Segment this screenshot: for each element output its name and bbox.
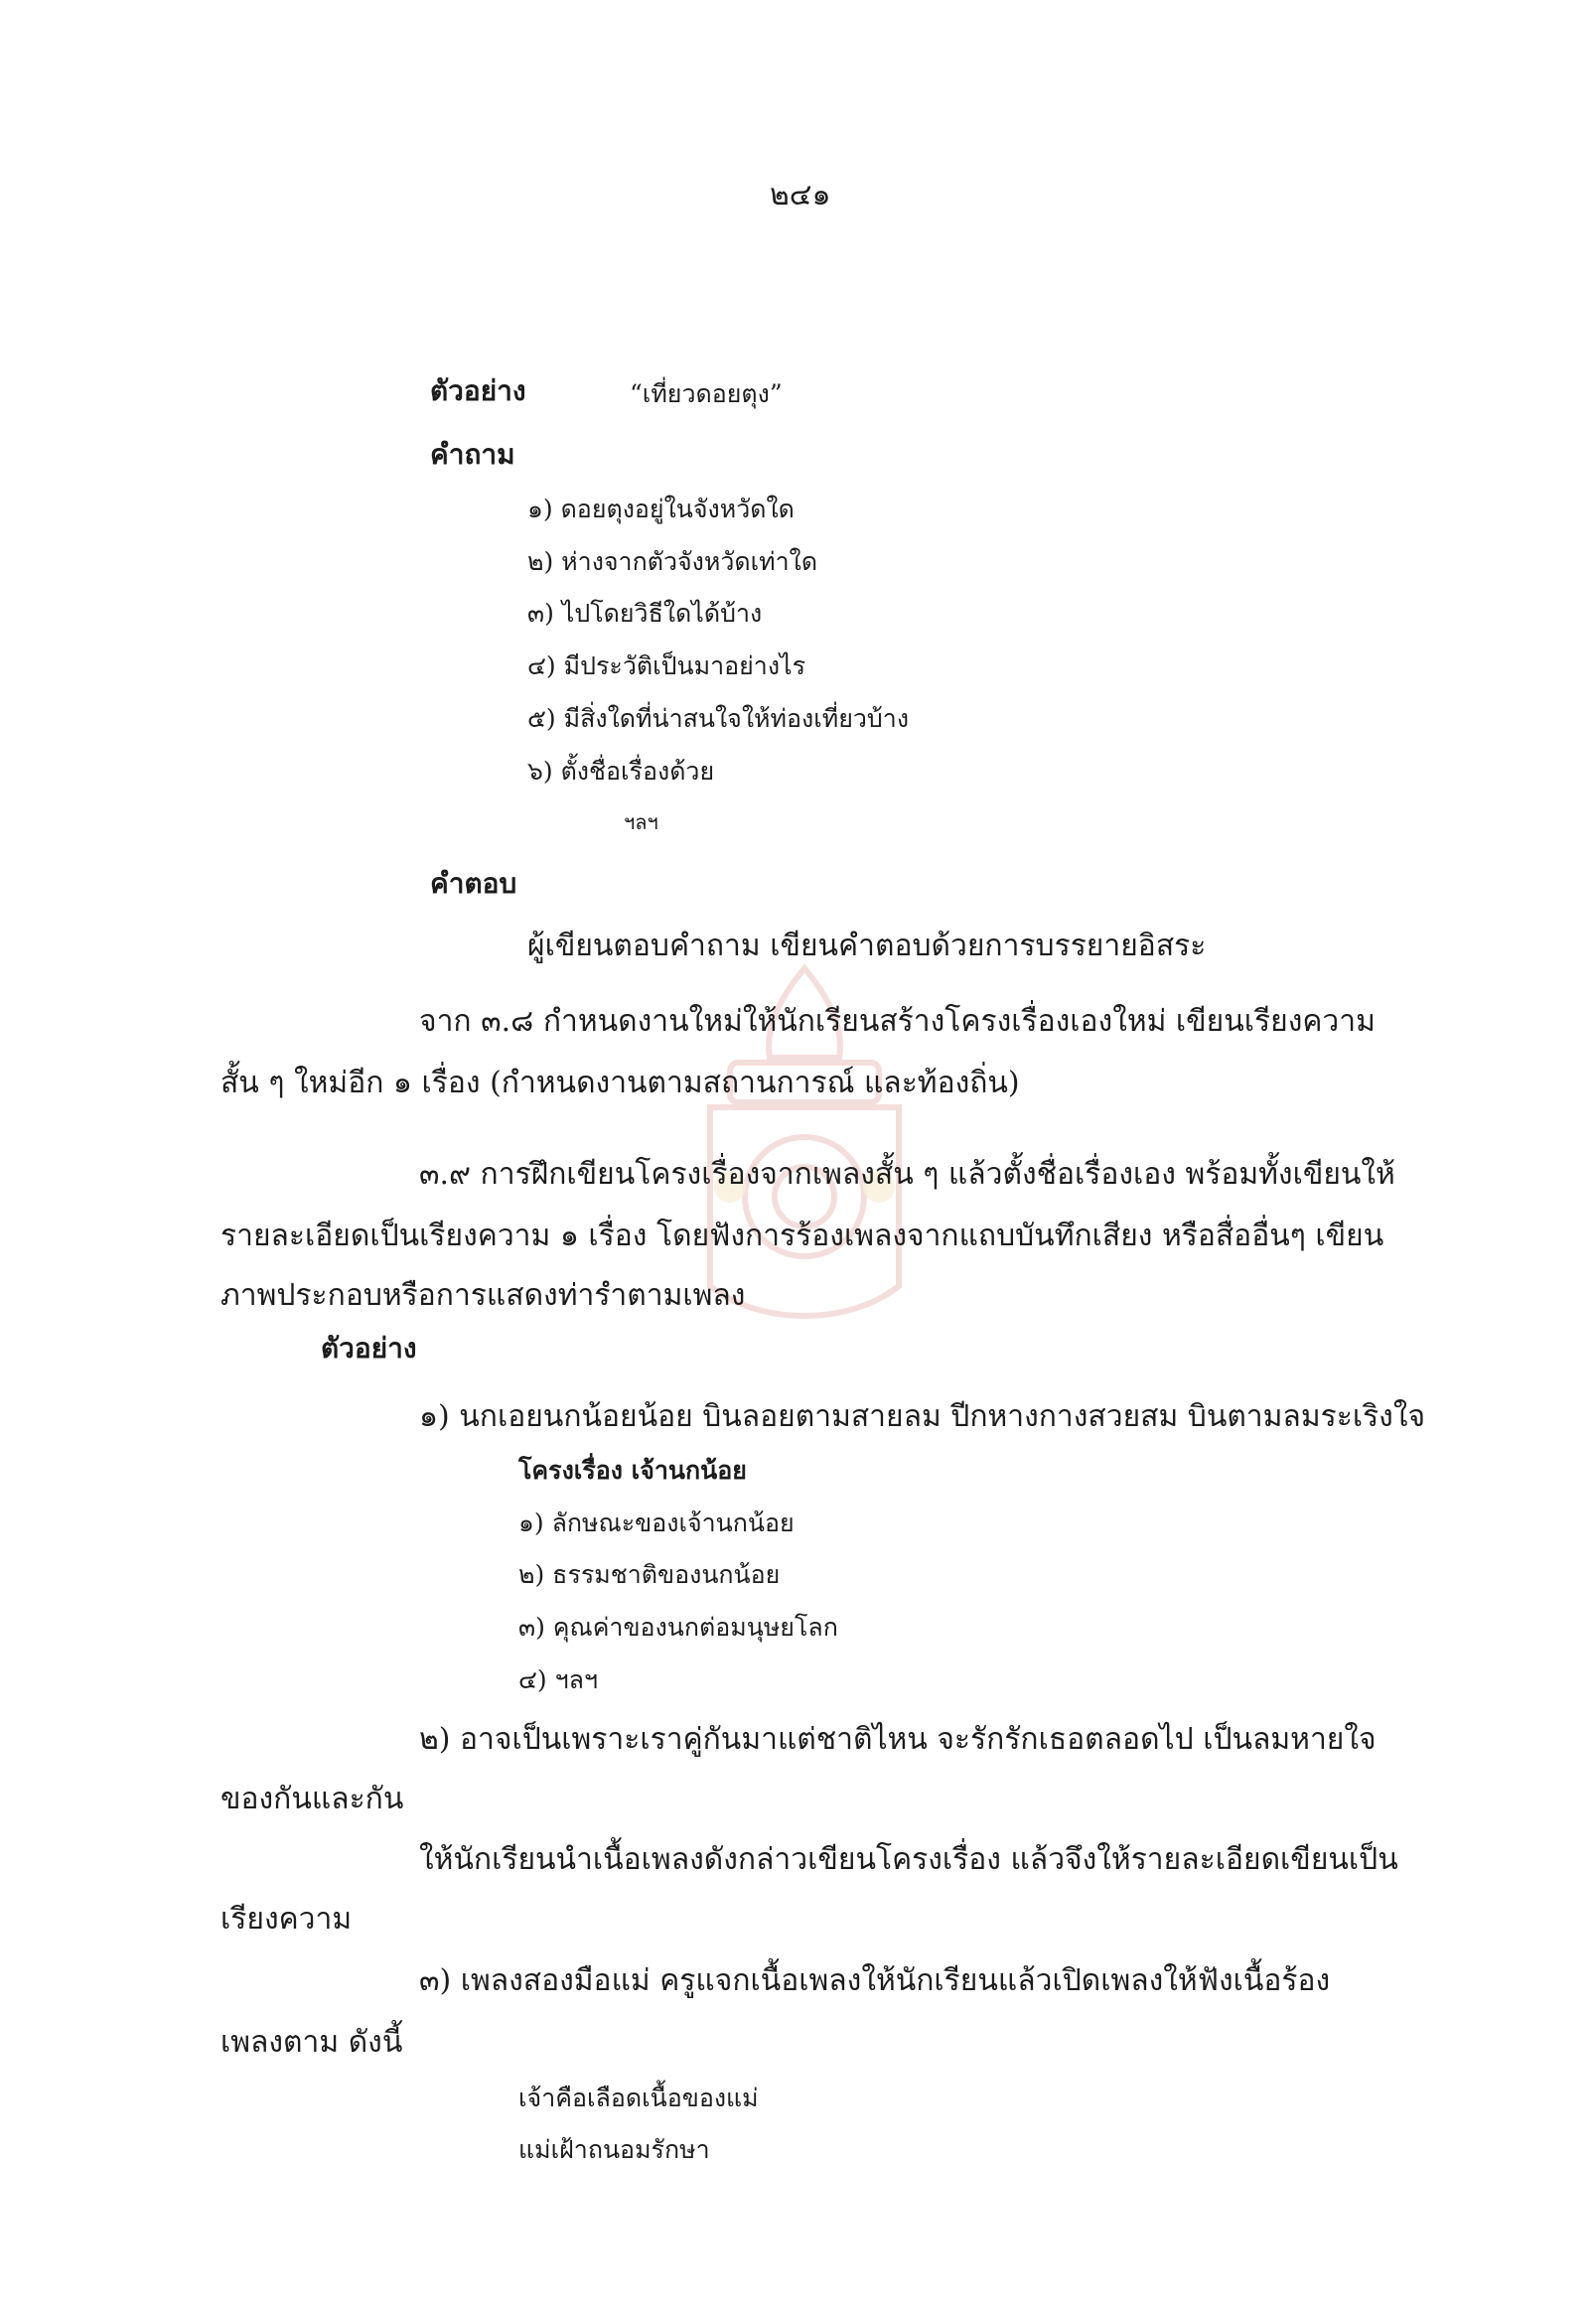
answer-heading: คำตอบ <box>430 867 517 900</box>
example-2-label: ตัวอย่าง <box>321 1332 417 1365</box>
lyric-line: แม่เฝ้าถนอมรักษา <box>518 2135 710 2164</box>
para-3-9-line-2: รายละเอียดเป็นเรียงความ ๑ เรื่อง โดยฟังการร้องเพลงจากแถบบันทึกเสียง หรือสื่ออื่นๆ เขียน <box>220 1219 1384 1253</box>
question-item: ๓) ไปโดยวิธีใดได้บ้าง <box>527 599 763 628</box>
question-item: ๒) ห่างจากตัวจังหวัดเท่าใด <box>527 547 818 576</box>
outline-item: ๒) ธรรมชาติของนกน้อย <box>518 1560 781 1589</box>
example-label: ตัวอย่าง <box>430 374 526 407</box>
lyric-line: เจ้าคือเลือดเนื้อของแม่ <box>518 2084 759 2112</box>
para-3-8-line-2: สั้น ๆ ใหม่อีก ๑ เรื่อง (กำหนดงานตามสถานการณ์ และท้องถิ่น) <box>220 1066 1020 1100</box>
question-item: ๑) ดอยตุงอยู่ในจังหวัดใด <box>527 495 795 523</box>
instruction-line-1: ให้นักเรียนนำเนื้อเพลงดังกล่าวเขียนโครงเรื่อง แล้วจึงให้รายละเอียดเขียนเป็น <box>419 1842 1398 1877</box>
question-item: ๕) มีสิ่งใดที่น่าสนใจให้ท่องเที่ยวบ้าง <box>527 704 910 733</box>
answer-text: ผู้เขียนตอบคำถาม เขียนคำตอบด้วยการบรรยายอิสระ <box>527 929 1207 963</box>
outline-title: โครงเรื่อง เจ้านกน้อย <box>518 1456 747 1485</box>
para-3-9-line-3: ภาพประกอบหรือการแสดงท่ารำตามเพลง <box>220 1278 746 1313</box>
page-number: ๒๔๑ <box>770 178 831 213</box>
song-2-line-2: ของกันและกัน <box>220 1782 404 1816</box>
question-item: ๔) มีประวัติเป็นมาอย่างไร <box>527 651 806 680</box>
outline-item: ๑) ลักษณะของเจ้านกน้อย <box>518 1509 795 1537</box>
example-title: “เที่ยวดอยตุง” <box>630 379 783 408</box>
etc-marker: ฯลฯ <box>624 810 658 834</box>
instruction-line-2: เรียงความ <box>220 1902 353 1937</box>
questions-heading: คำถาม <box>430 438 515 471</box>
song-2-line-1: ๒) อาจเป็นเพราะเราคู่กันมาแต่ชาติไหน จะรักรักเธอตลอดไป เป็นลมหายใจ <box>419 1722 1377 1757</box>
outline-item: ๓) คุณค่าของนกต่อมนุษยโลก <box>518 1613 838 1642</box>
outline-item: ๔) ฯลฯ <box>518 1665 599 1694</box>
question-item: ๖) ตั้งชื่อเรื่องด้วย <box>527 757 715 786</box>
song-3-line-2: เพลงตาม ดังนี้ <box>220 2025 403 2060</box>
para-3-9-line-1: ๓.๙ การฝึกเขียนโครงเรื่องจากเพลงสั้น ๆ แล้วตั้งชื่อเรื่องเอง พร้อมทั้งเขียนให้ <box>419 1157 1395 1192</box>
song-1: ๑) นกเอยนกน้อยน้อย บินลอยตามสายลม ปีกหางกางสวยสม บินตามลมระเริงใจ <box>419 1399 1426 1434</box>
para-3-8-line-1: จาก ๓.๘ กำหนดงานใหม่ให้นักเรียนสร้างโครงเรื่องเองใหม่ เขียนเรียงความ <box>419 1004 1376 1039</box>
song-3-line-1: ๓) เพลงสองมือแม่ ครูแจกเนื้อเพลงให้นักเรียนแล้วเปิดเพลงให้ฟังเนื้อร้อง <box>419 1963 1331 1998</box>
